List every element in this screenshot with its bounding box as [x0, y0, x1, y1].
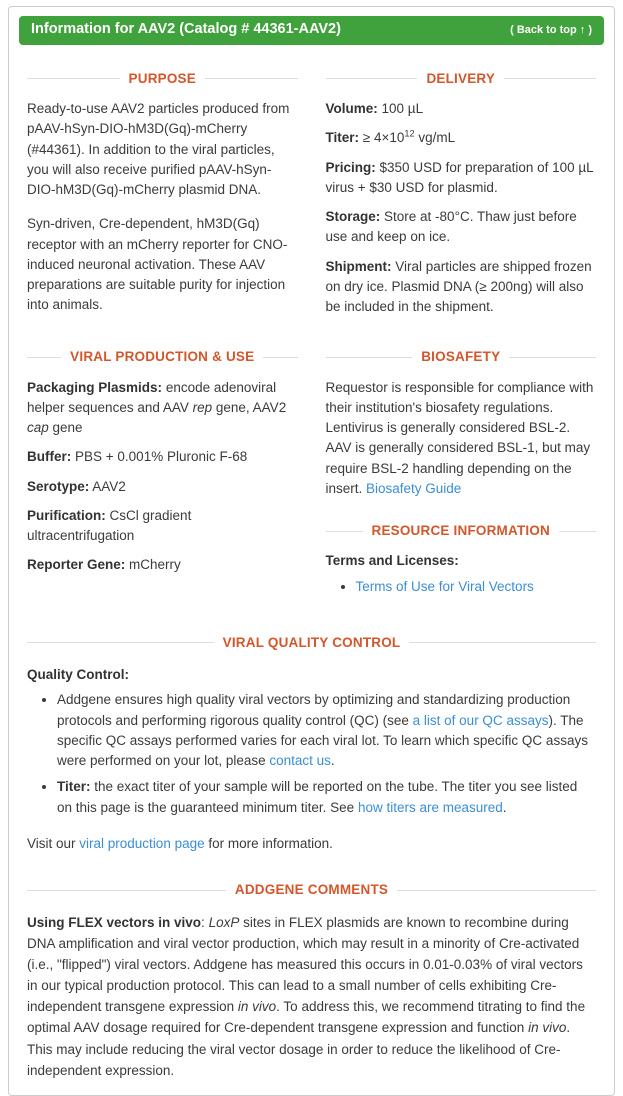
packaging-label: Packaging Plasmids:	[27, 379, 163, 395]
addgene-comments-heading	[27, 880, 596, 900]
pricing-value: $350 USD for preparation of 100 µL virus + $30 USD for plasmid.	[325, 159, 594, 195]
delivery-volume	[326, 99, 597, 119]
divider-line	[409, 642, 596, 643]
comments-text: :	[201, 915, 209, 931]
section-title: RESOURCE INFORMATION	[371, 523, 550, 538]
page-title: Information for AAV2 (Catalog # 44361-AAV2)	[31, 21, 341, 37]
delivery-storage	[326, 207, 597, 248]
section-viral-quality-control	[27, 633, 596, 854]
serotype-value: AAV2	[92, 478, 126, 494]
delivery-pricing	[326, 158, 597, 199]
section-title: VIRAL PRODUCTION & USE	[70, 349, 255, 365]
qc-bullet1-text: ). The specific QC assays performed varies for each viral lot. To learn which specific QC assays were performed on your lot, please	[57, 712, 588, 768]
packaging-text: gene	[48, 420, 83, 435]
volume-label: Volume:	[325, 101, 378, 116]
purpose-paragraph-2: Syn-driven, Cre-dependent, hM3D(Gq) receptor with an mCherry reporter for CNO-induced neuronal activation. These AAV preparations are suitable purity for injection into animals.	[27, 216, 288, 313]
delivery-titer	[326, 128, 597, 148]
qc-bullet2-text: the exact titer of your sample will be reported on the tube. The titer you see listed on this page is the guaranteed minimum titer. See	[57, 779, 578, 815]
section-title: DELIVERY	[426, 70, 496, 86]
biosafety-guide-link[interactable]: Biosafety Guide	[366, 480, 462, 496]
viral-production-page-link[interactable]: viral production page	[79, 835, 205, 851]
list-item	[356, 577, 597, 597]
section-title: PURPOSE	[128, 70, 196, 86]
qc-footer	[27, 834, 596, 854]
in-vivo-italic: in vivo	[237, 999, 277, 1015]
cap-gene-italic: cap	[27, 420, 49, 435]
comments-text: . This may include reducing the viral vector dosage in order to reduce the likelihood of Cre-independent expression.	[27, 1020, 571, 1078]
viral-quality-control-heading	[27, 633, 596, 653]
purification-value: CsCl gradient ultracentrifugation	[27, 507, 192, 543]
right-column-row2	[326, 347, 597, 607]
packaging-text: encode adenoviral helper sequences and AAV	[27, 379, 277, 415]
biosafety-text	[326, 378, 597, 500]
storage-value: Store at -80°C. Thaw just before use and keep on ice.	[325, 209, 577, 245]
purification-row	[27, 506, 298, 547]
contact-us-link[interactable]: contact us	[269, 753, 331, 768]
qc-assays-link[interactable]: a list of our QC assays	[412, 712, 549, 728]
loxp-italic: LoxP	[208, 915, 240, 931]
buffer-value: PBS + 0.001% Pluronic F-68	[75, 449, 248, 465]
how-titers-measured-link[interactable]: how titers are measured	[357, 799, 503, 815]
qc-footer-text: for more information.	[204, 835, 333, 851]
panel-content	[19, 69, 604, 1081]
serotype-label: Serotype:	[27, 478, 90, 494]
purpose-paragraph-1: Ready-to-use AAV2 particles produced from pAAV-hSyn-DIO-hM3D(Gq)-mCherry (#44361). In addition to the viral particles, you will also receive purified pAAV-hSyn-DIO-hM3D(Gq)-mCherry plasmid DNA.	[27, 101, 290, 197]
divider-line	[326, 78, 418, 79]
section-title: VIRAL QUALITY CONTROL	[222, 634, 401, 650]
reporter-gene-value: mCherry	[129, 557, 181, 573]
divider-line	[27, 642, 214, 643]
back-to-top-link[interactable]: ( Back to top ↑ )	[510, 23, 592, 36]
storage-label: Storage:	[325, 209, 381, 224]
volume-value: 100 µL	[381, 101, 424, 116]
comments-text: . To address this, we recommend titrating to find the optimal AAV dosage required for Cre-dependent transgene expression and function	[27, 999, 586, 1036]
section-biosafety	[326, 347, 597, 499]
titer-exponent: 12	[404, 128, 415, 139]
pricing-label: Pricing:	[325, 159, 376, 175]
purpose-heading	[27, 69, 298, 89]
biosafety-heading	[326, 347, 597, 367]
list-item	[57, 777, 596, 818]
divider-line	[27, 357, 61, 358]
divider-line	[263, 357, 297, 358]
quality-control-list	[27, 690, 596, 818]
divider-line	[326, 357, 413, 358]
delivery-heading	[326, 69, 597, 89]
qc-footer-text: Visit our	[27, 835, 80, 851]
packaging-text: gene, AAV2	[212, 399, 287, 415]
titer-value: ≥ 4×10	[362, 130, 405, 146]
divider-line	[27, 890, 226, 891]
section-delivery	[326, 69, 597, 318]
section-title: BIOSAFETY	[421, 349, 501, 365]
list-item	[57, 690, 596, 771]
section-resource-information	[326, 521, 597, 597]
terms-list	[326, 577, 597, 597]
terms-and-licenses-label	[326, 551, 597, 571]
qc-label: Quality Control:	[27, 667, 129, 682]
buffer-label: Buffer:	[27, 449, 72, 465]
serotype-row	[27, 477, 298, 497]
titer-label: Titer:	[325, 130, 360, 146]
shipment-value: Viral particles are shipped frozen on dry ice. Plasmid DNA (≥ 200ng) will also be included in the shipment.	[325, 258, 592, 314]
qc-bullet2-text: .	[502, 799, 507, 815]
info-panel	[8, 6, 615, 1096]
divider-line	[326, 531, 363, 532]
resource-information-heading	[326, 521, 597, 541]
qc-bullet1-text: Addgene ensures high quality viral vectors by optimizing and standardizing production protocols and performing rigorous quality control (QC) (see	[57, 692, 571, 728]
comments-text: sites in FLEX plasmids are known to recombine during DNA amplification and viral vector production, which may result in a minority of Cre-activated (i.e., "flipped") viral vectors. Addgene has measured this occurs in 0.01-0.03% of viral vectors in our typical production protocol. This can lead to a small number of cells exhibiting Cre-independent transgene expression	[27, 915, 583, 1015]
reporter-gene-label: Reporter Gene:	[27, 557, 126, 573]
purification-label: Purification:	[27, 507, 106, 523]
qc-bullet1-text: .	[330, 753, 335, 768]
delivery-shipment	[326, 257, 597, 318]
titer-unit: vg/mL	[414, 130, 456, 146]
biosafety-body: Requestor is responsible for compliance with their institution's biosafety regulations. Lentivirus is generally considered BSL-2. AAV is generally considered BSL-1, but may require BSL-2 handling depending on the insert.	[325, 379, 594, 496]
flex-vectors-label: Using FLEX vectors in vivo	[27, 915, 202, 931]
terms-label: Terms and Licenses:	[325, 553, 459, 569]
divider-line	[27, 78, 120, 79]
titer-bullet-label: Titer:	[57, 779, 91, 795]
packaging-plasmids	[27, 378, 298, 439]
divider-line	[509, 357, 596, 358]
two-column-grid	[27, 69, 596, 607]
panel-titlebar	[19, 16, 604, 45]
buffer-row	[27, 447, 298, 467]
section-purpose	[27, 69, 298, 318]
section-addgene-comments	[27, 880, 596, 1081]
divider-line	[504, 78, 596, 79]
section-title: ADDGENE COMMENTS	[234, 882, 389, 897]
viral-production-heading	[27, 347, 298, 367]
divider-line	[559, 531, 596, 532]
reporter-gene-row	[27, 555, 298, 575]
shipment-label: Shipment:	[325, 258, 392, 274]
rep-gene-italic: rep	[192, 399, 213, 415]
comments-paragraph	[27, 912, 596, 1080]
quality-control-label	[27, 665, 596, 685]
divider-line	[397, 890, 596, 891]
divider-line	[205, 78, 298, 79]
in-vivo-italic: in vivo	[528, 1020, 567, 1036]
section-viral-production	[27, 347, 298, 607]
terms-of-use-link[interactable]: Terms of Use for Viral Vectors	[355, 578, 534, 594]
